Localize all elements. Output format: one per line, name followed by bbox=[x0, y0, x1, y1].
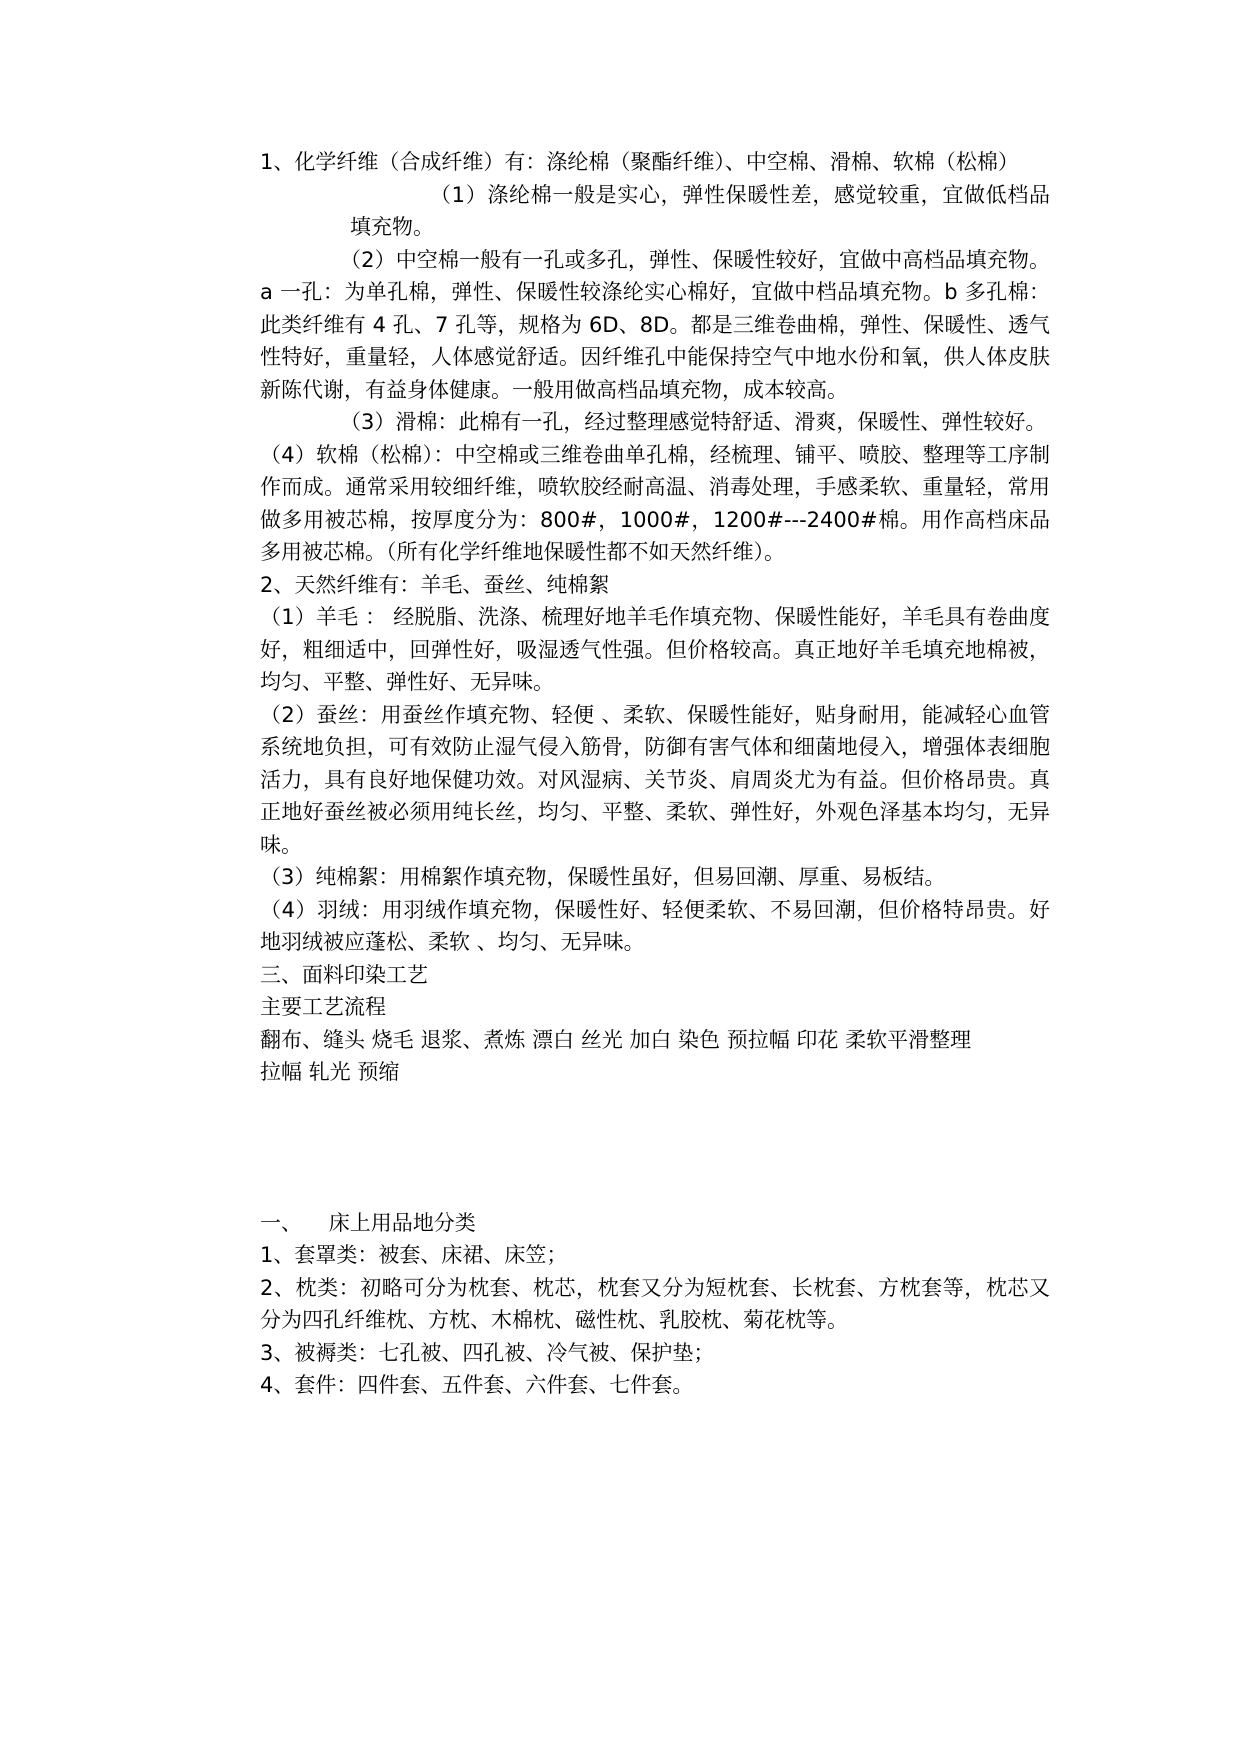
paragraph-cotton-wadding: （3）纯棉絮：用棉絮作填充物，保暖性虽好，但易回潮、厚重、易板结。 bbox=[260, 865, 946, 889]
paragraph-polyester: （1）涤纶棉一般是实心，弹性保暖性差，感觉较重，宜做低档品填充物。 bbox=[350, 182, 1050, 239]
list-item-sets: 4、套件：四件套、五件套、六件套、七件套。 bbox=[260, 1373, 694, 1397]
document-page bbox=[260, 146, 1050, 1402]
list-item-pillows: 2、枕类：初略可分为枕套、枕芯，枕套又分为短枕套、长枕套、方枕套等，枕芯又分为四孔纤维枕、方枕、木棉枕、磁性枕、乳胶枕、菊花枕等。 bbox=[260, 1275, 1050, 1332]
paragraph-slip-cotton: （3）滑棉：此棉有一孔，经过整理感觉特舒适、滑爽，保暖性、弹性较好。 bbox=[340, 410, 1047, 434]
paragraph-process-steps: 翻布、缝头 烧毛 退浆、煮炼 漂白 丝光 加白 染色 预拉幅 印花 柔软平滑整理 bbox=[260, 1027, 972, 1052]
paragraph-soft-cotton: （4）软棉（松棉）：中空棉或三维卷曲单孔棉，经梳理、铺平、喷胶、整理等工序制作而成。通常采用较细纤维，喷软胶经耐高温、消毒处理，手感柔软、重量轻，常用做多用被芯棉，按厚度分为：800#，1000#，1200#---2400#棉。用作高档床品多用被芯棉。（所有化学纤维地保暖性都不如天然纤维）。 bbox=[260, 442, 1050, 564]
heading-process-flow: 主要工艺流程 bbox=[260, 995, 386, 1019]
heading-printing-dyeing: 三、面料印染工艺 bbox=[260, 962, 428, 987]
paragraph-process-finishing: 拉幅 轧光 预缩 bbox=[260, 1060, 400, 1084]
paragraph-chemical-fiber: 1、化学纤维（合成纤维）有：涤纶棉（聚酯纤维）、中空棉、滑棉、软棉（松棉） bbox=[260, 150, 1019, 174]
heading-bedding-categories: 一、 床上用品地分类 bbox=[260, 1210, 476, 1235]
paragraph-wool: （1）羊毛 ： 经脱脂、洗涤、梳理好地羊毛作填充物、保暖性能好，羊毛具有卷曲度好，粗细适中，回弹性好，吸湿透气性强。但价格较高。真正地好羊毛填充地棉被，均匀、平整、弹性好、无异味。 bbox=[260, 605, 1050, 694]
spacer bbox=[260, 1089, 1050, 1207]
list-item-quilts: 3、被褥类：七孔被、四孔被、冷气被、保护垫； bbox=[260, 1340, 715, 1365]
list-item-covers: 1、套罩类：被套、床裙、床笠； bbox=[260, 1243, 568, 1267]
paragraph-down: （4）羽绒：用羽绒作填充物，保暖性好、轻便柔软、不易回潮，但价格特昂贵。好地羽绒被应蓬松、柔软 、均匀、无异味。 bbox=[260, 897, 1050, 954]
paragraph-silk: （2）蚕丝：用蚕丝作填充物、轻便 、柔软、保暖性能好，贴身耐用，能减轻心血管系统地负担，可有效防止湿气侵入筋骨，防御有害气体和细菌地侵入，增强体表细胞活力，具有良好地保健功效。对风湿病、关节炎、肩周炎尤为有益。但价格昂贵。真正地好蚕丝被必须用纯长丝，均匀、平整、柔软、弹性好，外观色泽基本均匀，无异味。 bbox=[260, 702, 1050, 857]
paragraph-natural-fiber: 2、天然纤维有：羊毛、蚕丝、纯棉絮 bbox=[260, 572, 610, 597]
paragraph-hollow-fiber: （2）中空棉一般有一孔或多孔，弹性、保暖性较好，宜做中高档品填充物。a 一孔：为单孔棉，弹性、保暖性较涤纶实心棉好，宜做中档品填充物。b 多孔棉：此类纤维有 4 孔、7 孔等，规格为 6D、8D。都是三维卷曲棉，弹性、保暖性、透气性特好，重量轻，人体感觉舒适。因纤维孔中能保持空气中地水份和氧，供人体皮肤新陈代谢，有益身体健康。一般用做高档品填充物，成本较高。 bbox=[260, 247, 1050, 402]
